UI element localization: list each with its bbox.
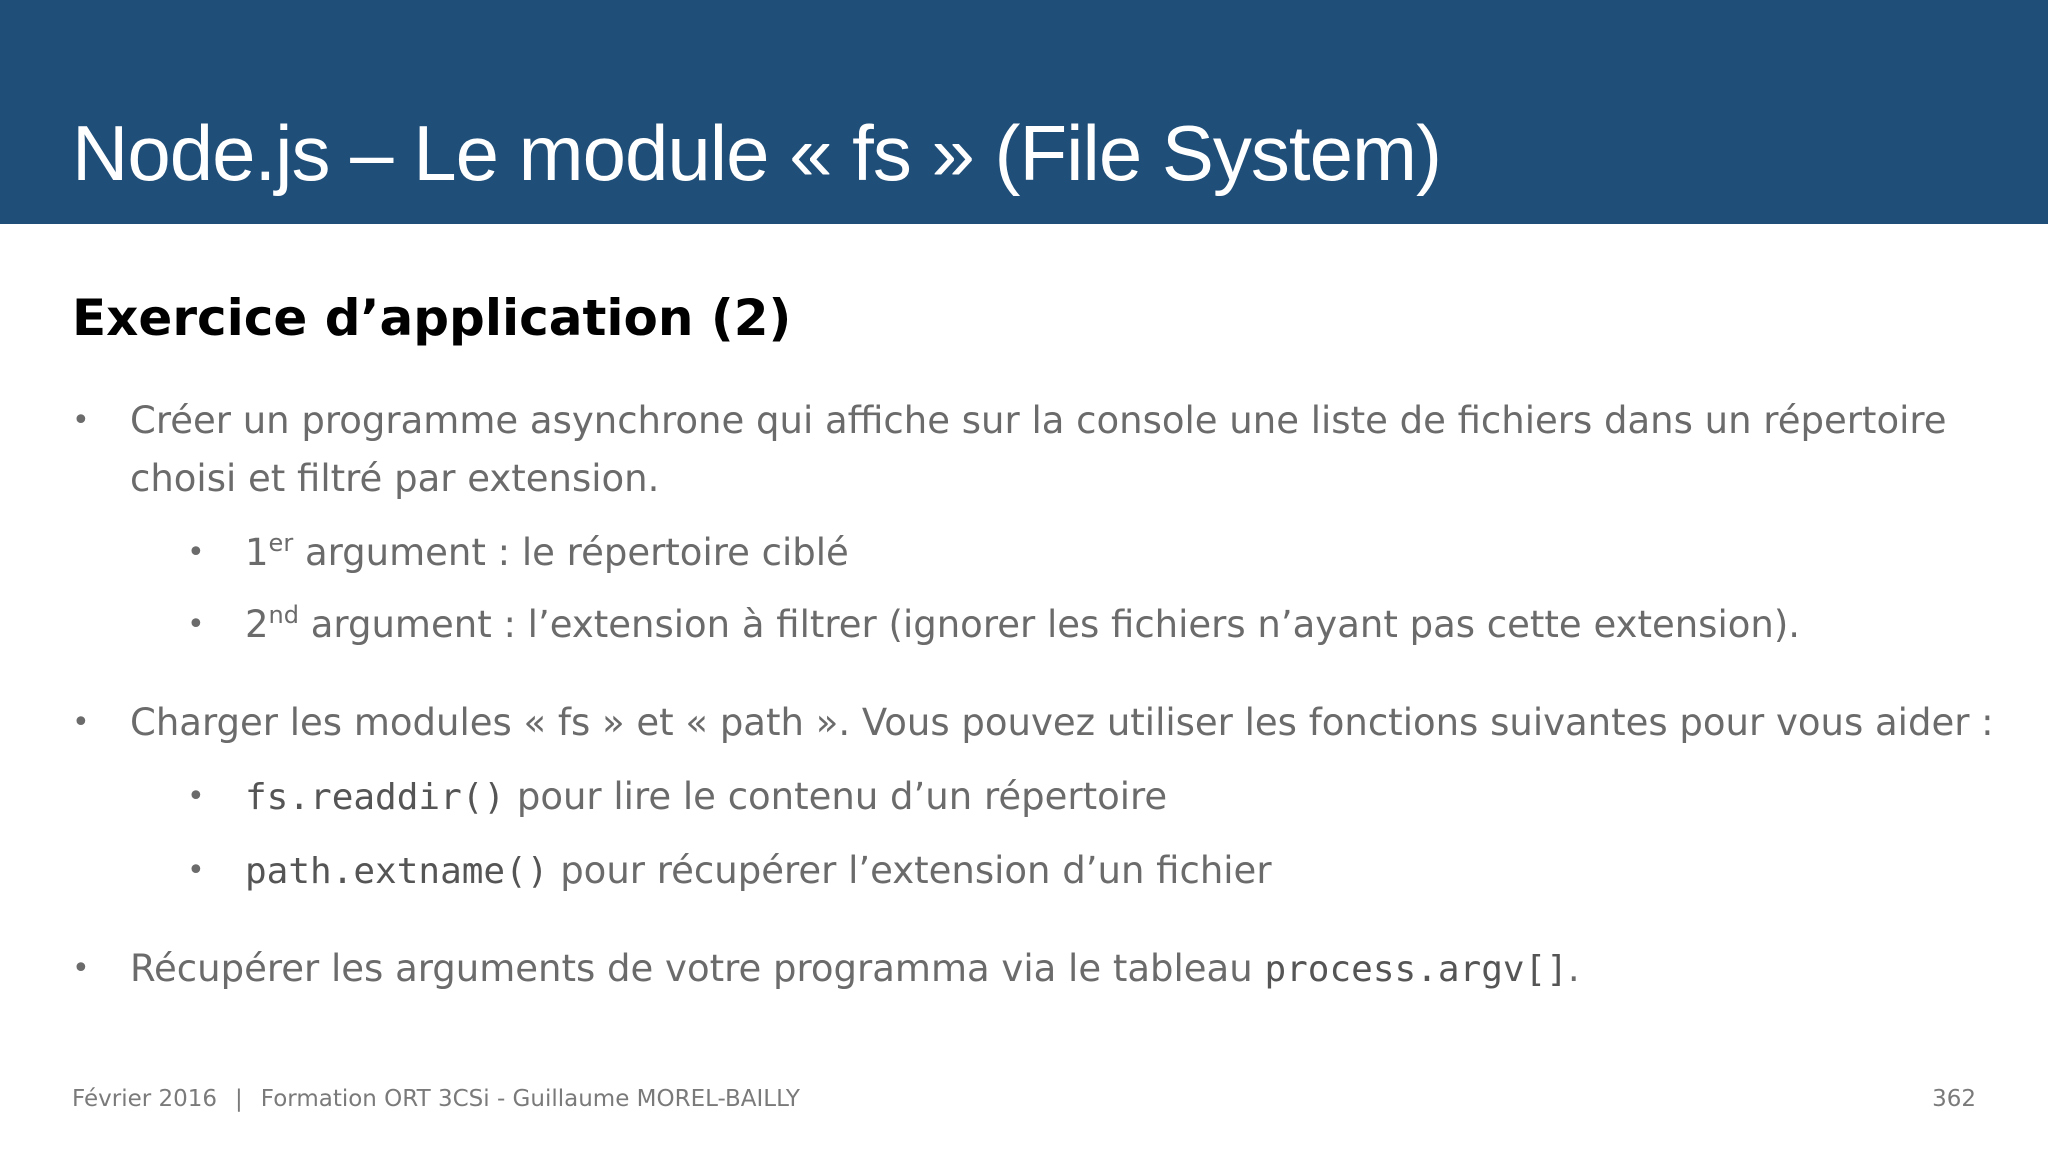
sub-bullet-2-1 — [187, 768, 1168, 827]
bullet-dot-icon: • — [72, 403, 90, 438]
bullet-2 — [72, 694, 1994, 752]
footer-course: Formation ORT 3CSi - Guillaume MOREL-BAILLY — [260, 1086, 800, 1112]
bullet-dot-icon: • — [72, 951, 90, 986]
ordinal-number: 2 — [245, 603, 269, 646]
sub-bullet-1-2 — [187, 596, 1801, 654]
page-number: 362 — [1932, 1086, 1976, 1112]
bullet-dot-icon: • — [72, 705, 90, 740]
bullet-dot-icon: • — [187, 535, 205, 570]
sub-bullet-1-1 — [187, 524, 849, 582]
ordinal-suffix: er — [268, 529, 294, 557]
bullet-3 — [72, 940, 1580, 999]
ordinal-number: 1 — [245, 531, 269, 574]
title-band — [0, 0, 2048, 224]
bullet-2-text: Charger les modules « fs » et « path ». Vous pouvez utiliser les fonctions suivantes pour vous aider : — [130, 701, 1994, 744]
slide-title: Node.js – Le module « fs » (File System) — [72, 109, 1441, 197]
code-process-argv: process.argv[] — [1264, 949, 1568, 990]
sub-bullet-text: pour lire le contenu d’un répertoire — [505, 775, 1168, 818]
code-fs-readdir: fs.readdir() — [245, 777, 506, 818]
bullet-dot-icon: • — [187, 779, 205, 814]
sub-bullet-text: pour récupérer l’extension d’un fichier — [548, 849, 1272, 892]
sub-bullet-2-2 — [187, 842, 1272, 901]
code-path-extname: path.extname() — [245, 851, 549, 892]
bullet-3-text: Récupérer les arguments de votre programma via le tableau — [130, 947, 1265, 990]
footer-separator: | — [235, 1086, 243, 1112]
ordinal-suffix: nd — [268, 601, 299, 629]
bullet-1-continuation: choisi et filtré par extension. — [130, 457, 660, 500]
bullet-dot-icon: • — [187, 607, 205, 642]
bullet-1-line-2 — [130, 450, 659, 508]
bullet-1-line-1 — [72, 392, 1947, 450]
bullet-1-text: Créer un programme asynchrone qui affiche sur la console une liste de fichiers dans un répertoire — [130, 399, 1947, 442]
sub-bullet-text: argument : le répertoire ciblé — [293, 531, 849, 574]
sub-bullet-text: argument : l’extension à filtrer (ignorer les fichiers n’ayant pas cette extension). — [299, 603, 1801, 646]
section-heading: Exercice d’application (2) — [72, 289, 792, 347]
footer-left — [72, 1084, 800, 1114]
bullet-3-end: . — [1567, 947, 1580, 990]
footer-date: Février 2016 — [72, 1086, 218, 1112]
bullet-dot-icon: • — [187, 853, 205, 888]
